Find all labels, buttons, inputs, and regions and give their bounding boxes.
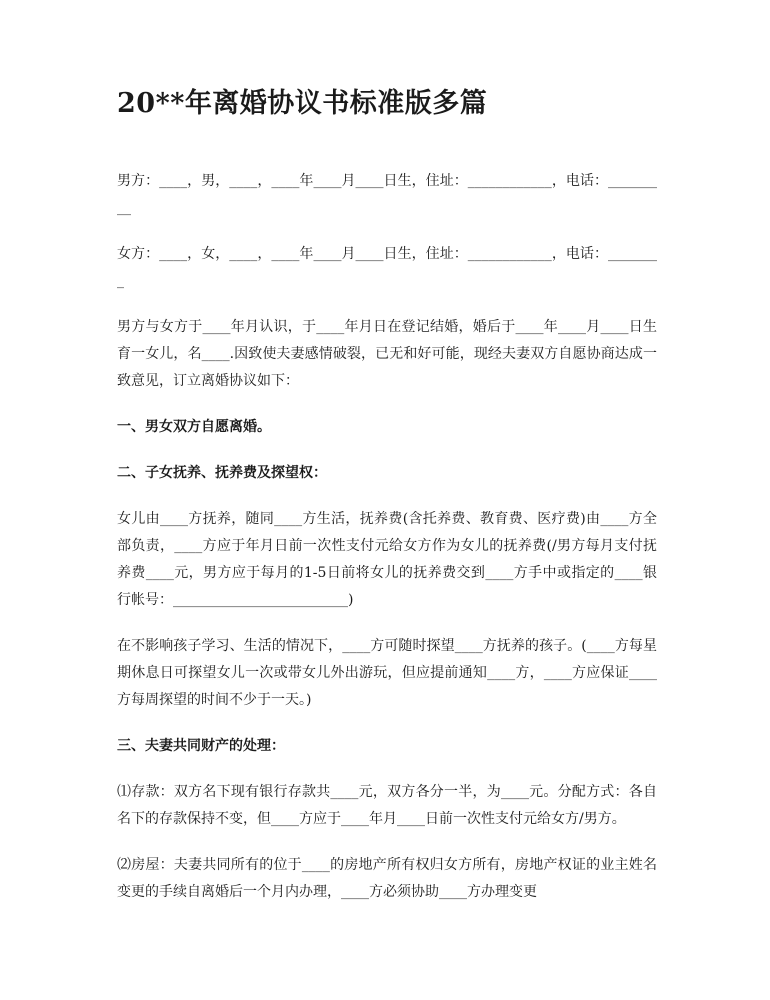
child-custody-paragraph: 女儿由____方抚养，随同____方生活，抚养费(含托养费、教育费、医疗费)由____方全部负责，____方应于年月日前一次性支付元给女方作为女儿的抚养费(/男方每月支付抚养费____元，男方应于每月的1-5日前将女儿的抚养费交到____方手中或指定的____银行帐号：_________________________)	[117, 511, 657, 608]
document-title: 20**年离婚协议书标准版多篇	[117, 88, 488, 119]
wife-info-paragraph: 女方：____，女，____，____年____月____日生，住址：____________，电话：________	[117, 246, 657, 289]
visitation-paragraph: 在不影响孩子学习、生活的情况下，____方可随时探望____方抚养的孩子。(____方每星期休息日可探望女儿一次或带女儿外出游玩，但应提前通知____方，____方应保证____方每周探望的时间不少于一天。)	[117, 638, 657, 708]
section-heading-2: 二、子女抚养、抚养费及探望权：	[117, 465, 327, 481]
savings-paragraph: ⑴存款：双方名下现有银行存款共____元，双方各分一半，为____元。分配方式：各自名下的存款保持不变，但____方应于____年月____日前一次性支付元给女方/男方。	[117, 784, 657, 827]
husband-info-paragraph: 男方：____，男，____，____年____月____日生，住址：____________，电话：_________	[117, 173, 657, 216]
section-heading-3: 三、夫妻共同财产的处理：	[117, 738, 285, 754]
document-page	[117, 82, 657, 925]
section-heading-1: 一、男女双方自愿离婚。	[117, 419, 271, 435]
marriage-background-paragraph: 男方与女方于____年月认识，于____年月日在登记结婚，婚后于____年____月____日生育一女儿，名____.因致使夫妻感情破裂，已无和好可能，现经夫妻双方自愿协商达成一致意见，订立离婚协议如下：	[117, 319, 657, 389]
property-paragraph: ⑵房屋：夫妻共同所有的位于____的房地产所有权归女方所有，房地产权证的业主姓名变更的手续自离婚后一个月内办理，____方必须协助____方办理变更	[117, 857, 657, 900]
